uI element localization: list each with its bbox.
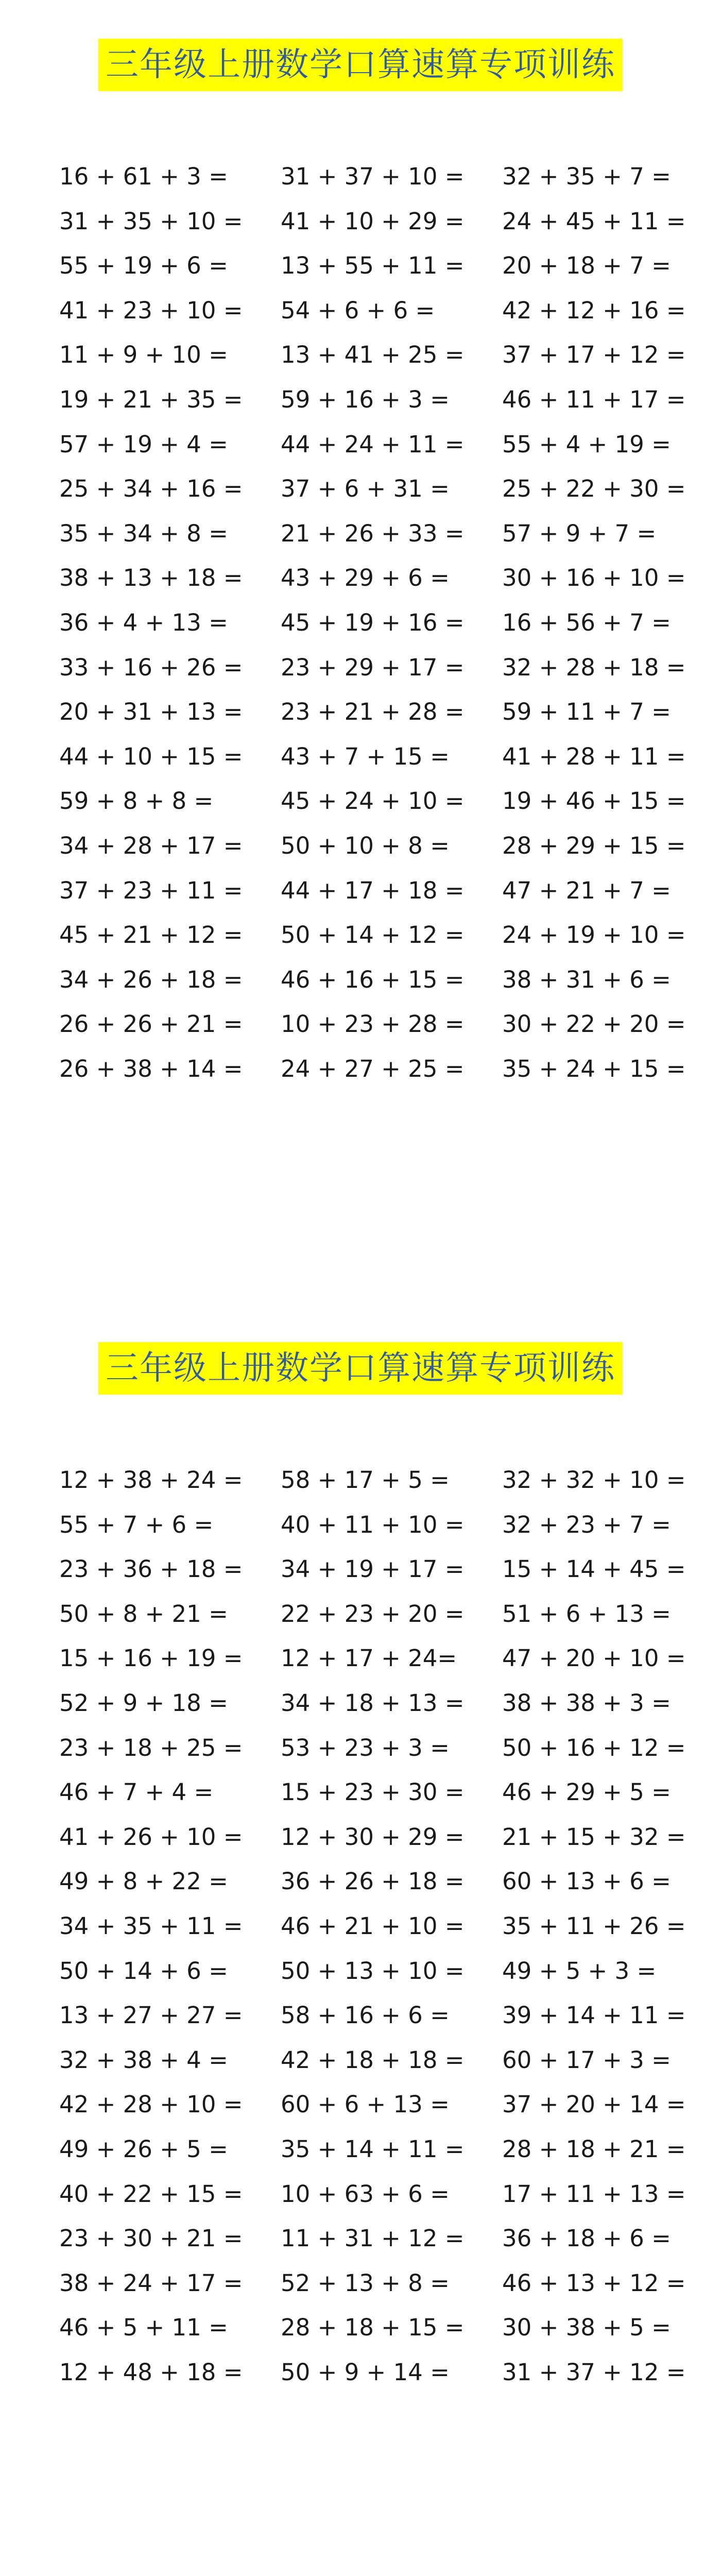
problem-row [59, 690, 677, 735]
math-problem: 43 + 29 + 6 = [281, 564, 450, 592]
math-problem: 24 + 45 + 11 = [502, 207, 686, 235]
math-problem: 28 + 29 + 15 = [502, 832, 686, 859]
math-problem: 25 + 34 + 16 = [59, 475, 243, 503]
problem-row [59, 199, 686, 244]
problem-row [59, 1993, 686, 2038]
math-problem: 36 + 18 + 6 = [502, 2225, 671, 2252]
math-problem: 28 + 18 + 15 = [281, 2314, 465, 2342]
math-problem: 24 + 19 + 10 = [502, 921, 686, 949]
math-problem: 10 + 23 + 28 = [281, 1010, 465, 1038]
problem-row [59, 512, 677, 556]
math-problem: 20 + 31 + 13 = [59, 698, 243, 726]
problem-row [59, 2306, 677, 2350]
problem-row [59, 2216, 677, 2261]
math-problem: 45 + 19 + 16 = [281, 608, 465, 636]
math-problem: 39 + 14 + 11 = [502, 2002, 686, 2029]
problem-row [59, 2082, 686, 2127]
problem-row [59, 1503, 677, 1548]
math-problem: 44 + 17 + 18 = [281, 876, 465, 904]
problem-row [59, 289, 686, 333]
math-problem: 45 + 24 + 10 = [281, 787, 465, 815]
math-problem: 32 + 23 + 7 = [502, 1511, 671, 1538]
problem-row [59, 467, 686, 512]
math-problem: 12 + 38 + 24 = [59, 1466, 243, 1494]
math-problem: 30 + 38 + 5 = [502, 2314, 671, 2342]
math-problem: 38 + 13 + 18 = [59, 564, 243, 592]
problem-row [59, 2038, 677, 2083]
worksheet-title: 三年级上册数学口算速算专项训练 [98, 1342, 623, 1395]
math-problem: 35 + 24 + 15 = [502, 1055, 686, 1082]
math-problem: 20 + 18 + 7 = [502, 252, 671, 280]
math-problem: 26 + 26 + 21 = [59, 1010, 243, 1038]
math-problem: 17 + 11 + 13 = [502, 2180, 686, 2208]
math-problem: 55 + 4 + 19 = [502, 430, 671, 458]
math-problem: 23 + 30 + 21 = [59, 2225, 243, 2252]
math-problem: 35 + 34 + 8 = [59, 519, 228, 547]
problem-row [59, 1770, 677, 1815]
math-problem: 52 + 13 + 8 = [281, 2269, 450, 2297]
problem-row [59, 1949, 677, 1994]
math-problem: 23 + 21 + 28 = [281, 698, 465, 726]
math-problem: 46 + 21 + 10 = [281, 1912, 465, 1940]
math-problem: 23 + 18 + 25 = [59, 1734, 243, 1761]
math-problem: 46 + 11 + 17 = [502, 385, 686, 413]
problem-row [59, 913, 686, 958]
problem-row [59, 1904, 686, 1949]
math-problem: 15 + 14 + 45 = [502, 1555, 686, 1583]
math-problem: 46 + 13 + 12 = [502, 2269, 686, 2297]
math-problem: 12 + 48 + 18 = [59, 2358, 243, 2386]
problem-row [59, 1726, 686, 1771]
math-problem: 35 + 11 + 26 = [502, 1912, 686, 1940]
math-problem: 13 + 55 + 11 = [281, 252, 465, 280]
problem-row [59, 2127, 686, 2172]
problem-row [59, 1047, 686, 1092]
math-problem: 53 + 23 + 3 = [281, 1734, 450, 1761]
math-problem: 30 + 22 + 20 = [502, 1010, 686, 1038]
math-problem: 32 + 35 + 7 = [502, 163, 671, 190]
math-problem: 41 + 10 + 29 = [281, 207, 465, 235]
math-problem: 49 + 5 + 3 = [502, 1957, 657, 1985]
math-problem: 32 + 38 + 4 = [59, 2046, 228, 2074]
problem-row [59, 333, 686, 378]
math-problem: 59 + 16 + 3 = [281, 385, 450, 413]
problem-row [59, 1002, 686, 1047]
problem-row [59, 601, 677, 646]
math-problem: 55 + 19 + 6 = [59, 252, 228, 280]
math-problem: 46 + 16 + 15 = [281, 965, 465, 993]
math-problem: 26 + 38 + 14 = [59, 1055, 243, 1082]
math-problem: 16 + 56 + 7 = [502, 608, 671, 636]
math-problem: 60 + 17 + 3 = [502, 2046, 671, 2074]
math-problem: 45 + 21 + 12 = [59, 921, 243, 949]
math-problem: 52 + 9 + 18 = [59, 1689, 228, 1717]
math-problem: 31 + 37 + 12 = [502, 2358, 686, 2386]
problem-row [59, 556, 686, 601]
math-problem: 41 + 28 + 11 = [502, 742, 686, 770]
math-problem: 37 + 20 + 14 = [502, 2091, 686, 2119]
problem-row [59, 422, 677, 467]
math-problem: 41 + 23 + 10 = [59, 296, 243, 324]
worksheet-title: 三年级上册数学口算速算专项训练 [98, 39, 623, 91]
math-problem: 15 + 23 + 30 = [281, 1778, 465, 1806]
math-problem: 46 + 7 + 4 = [59, 1778, 214, 1806]
math-problem: 36 + 4 + 13 = [59, 608, 228, 636]
math-problem: 50 + 14 + 6 = [59, 1957, 228, 1985]
problem-row [59, 1458, 686, 1503]
math-problem: 38 + 38 + 3 = [502, 1689, 671, 1717]
math-problem: 49 + 8 + 22 = [59, 1868, 228, 1895]
math-problem: 34 + 18 + 13 = [281, 1689, 465, 1717]
math-problem: 30 + 16 + 10 = [502, 564, 686, 592]
math-problem: 12 + 17 + 24= [281, 1645, 457, 1672]
problem-row [59, 1636, 686, 1681]
math-problem: 41 + 26 + 10 = [59, 1823, 243, 1851]
math-problem: 34 + 19 + 17 = [281, 1555, 465, 1583]
math-problem: 15 + 16 + 19 = [59, 1645, 243, 1672]
math-problem: 11 + 9 + 10 = [59, 341, 228, 369]
problem-grid [59, 1458, 686, 2395]
math-problem: 25 + 22 + 30 = [502, 475, 686, 503]
math-problem: 28 + 18 + 21 = [502, 2135, 686, 2163]
math-problem: 42 + 28 + 10 = [59, 2091, 243, 2119]
problem-row [59, 155, 677, 199]
math-problem: 13 + 41 + 25 = [281, 341, 465, 369]
title-banner [0, 39, 721, 91]
math-problem: 19 + 21 + 35 = [59, 385, 243, 413]
math-problem: 57 + 19 + 4 = [59, 430, 228, 458]
problem-row [59, 779, 686, 824]
math-problem: 23 + 36 + 18 = [59, 1555, 243, 1583]
math-problem: 13 + 27 + 27 = [59, 2002, 243, 2029]
math-problem: 44 + 10 + 15 = [59, 742, 243, 770]
problem-row [59, 1592, 677, 1637]
math-problem: 60 + 6 + 13 = [281, 2091, 450, 2119]
math-problem: 37 + 23 + 11 = [59, 876, 243, 904]
math-problem: 32 + 32 + 10 = [502, 1466, 686, 1494]
problem-row [59, 2172, 686, 2217]
math-problem: 59 + 8 + 8 = [59, 787, 214, 815]
math-problem: 51 + 6 + 13 = [502, 1600, 671, 1628]
math-problem: 10 + 63 + 6 = [281, 2180, 450, 2208]
math-problem: 55 + 7 + 6 = [59, 1511, 214, 1538]
math-problem: 59 + 11 + 7 = [502, 698, 671, 726]
math-problem: 31 + 37 + 10 = [281, 163, 465, 190]
problem-row [59, 1547, 686, 1592]
math-problem: 11 + 31 + 12 = [281, 2225, 465, 2252]
math-problem: 35 + 14 + 11 = [281, 2135, 465, 2163]
math-problem: 34 + 26 + 18 = [59, 965, 243, 993]
math-problem: 50 + 14 + 12 = [281, 921, 465, 949]
math-problem: 47 + 20 + 10 = [502, 1645, 686, 1672]
problem-row [59, 1681, 677, 1726]
math-problem: 16 + 61 + 3 = [59, 163, 228, 190]
problem-row [59, 2350, 686, 2395]
math-problem: 34 + 35 + 11 = [59, 1912, 243, 1940]
math-problem: 32 + 28 + 18 = [502, 653, 686, 681]
problem-row [59, 244, 677, 289]
math-problem: 42 + 18 + 18 = [281, 2046, 465, 2074]
math-problem: 50 + 16 + 12 = [502, 1734, 686, 1761]
math-problem: 38 + 31 + 6 = [502, 965, 671, 993]
math-problem: 47 + 21 + 7 = [502, 876, 671, 904]
math-problem: 46 + 5 + 11 = [59, 2314, 228, 2342]
problem-row [59, 869, 677, 913]
math-problem: 37 + 17 + 12 = [502, 341, 686, 369]
math-problem: 40 + 11 + 10 = [281, 1511, 465, 1538]
math-problem: 60 + 13 + 6 = [502, 1868, 671, 1895]
math-problem: 38 + 24 + 17 = [59, 2269, 243, 2297]
math-problem: 50 + 9 + 14 = [281, 2358, 450, 2386]
problem-row [59, 735, 686, 779]
math-problem: 44 + 24 + 11 = [281, 430, 465, 458]
math-problem: 22 + 23 + 20 = [281, 1600, 465, 1628]
math-problem: 21 + 15 + 32 = [502, 1823, 686, 1851]
problem-row [59, 824, 686, 869]
math-problem: 58 + 16 + 6 = [281, 2002, 450, 2029]
math-problem: 23 + 29 + 17 = [281, 653, 465, 681]
problem-row [59, 2261, 686, 2306]
math-problem: 57 + 9 + 7 = [502, 519, 657, 547]
math-problem: 12 + 30 + 29 = [281, 1823, 465, 1851]
math-problem: 54 + 6 + 6 = [281, 296, 435, 324]
math-problem: 50 + 10 + 8 = [281, 832, 450, 859]
math-problem: 19 + 46 + 15 = [502, 787, 686, 815]
math-problem: 24 + 27 + 25 = [281, 1055, 465, 1082]
problem-row [59, 1815, 686, 1860]
math-problem: 43 + 7 + 15 = [281, 742, 450, 770]
math-problem: 33 + 16 + 26 = [59, 653, 243, 681]
math-problem: 40 + 22 + 15 = [59, 2180, 243, 2208]
math-problem: 36 + 26 + 18 = [281, 1868, 465, 1895]
problem-row [59, 378, 686, 422]
problem-row [59, 646, 686, 690]
math-problem: 21 + 26 + 33 = [281, 519, 465, 547]
math-problem: 50 + 8 + 21 = [59, 1600, 228, 1628]
math-problem: 37 + 6 + 31 = [281, 475, 450, 503]
math-problem: 58 + 17 + 5 = [281, 1466, 450, 1494]
problem-grid [59, 155, 686, 1091]
math-problem: 34 + 28 + 17 = [59, 832, 243, 859]
problem-row [59, 1859, 677, 1904]
math-problem: 31 + 35 + 10 = [59, 207, 243, 235]
math-problem: 50 + 13 + 10 = [281, 1957, 465, 1985]
math-problem: 42 + 12 + 16 = [502, 296, 686, 324]
math-problem: 49 + 26 + 5 = [59, 2135, 228, 2163]
problem-row [59, 958, 677, 1003]
math-problem: 46 + 29 + 5 = [502, 1778, 671, 1806]
title-banner [0, 1342, 721, 1395]
